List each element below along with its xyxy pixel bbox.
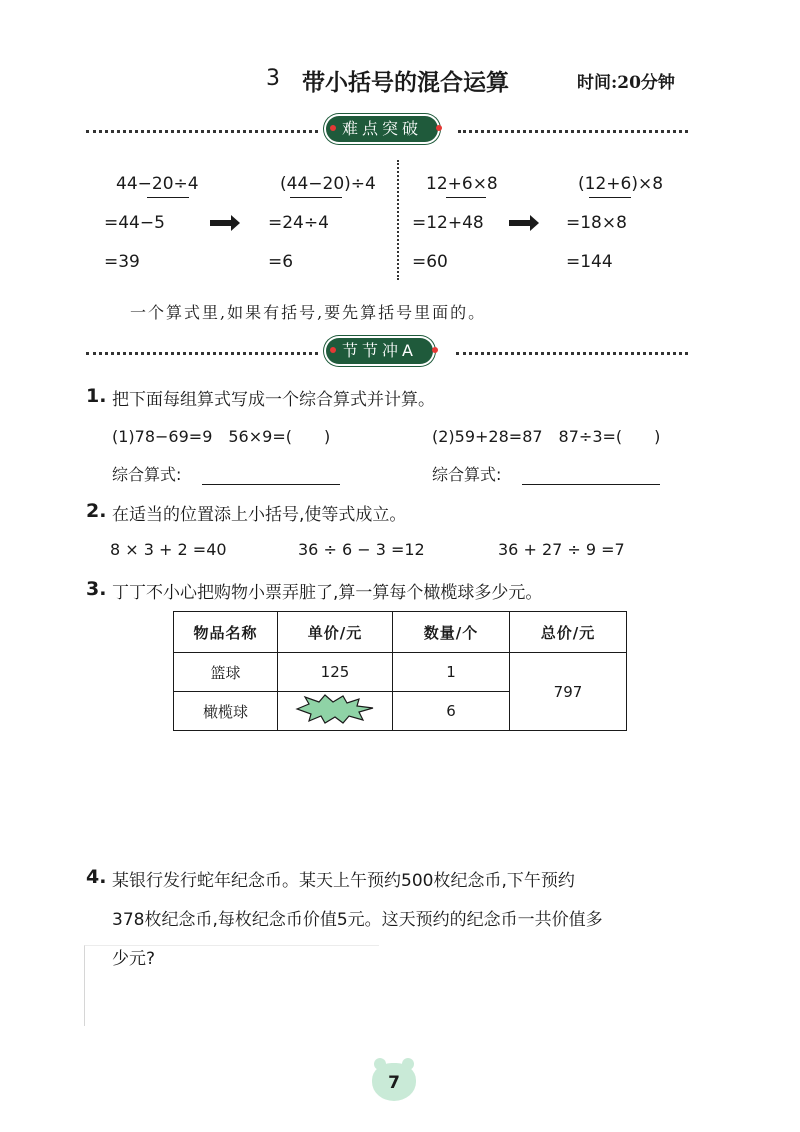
table-cell-qty: 6 bbox=[393, 692, 510, 731]
example-3-line-3: =60 bbox=[412, 252, 448, 272]
rule-note: 一个算式里,如果有括号,要先算括号里面的。 bbox=[130, 303, 487, 322]
question-1-part-1: (1)78−69=9 56×9=( ) bbox=[112, 427, 331, 446]
example-divider bbox=[397, 160, 399, 280]
section-badge-label: 难点突破 bbox=[342, 119, 423, 138]
equation-3: 36 + 27 ÷ 9 =7 bbox=[498, 540, 625, 559]
lesson-number: 3 bbox=[266, 66, 280, 91]
question-1-text: 把下面每组算式写成一个综合算式并计算。 bbox=[112, 390, 435, 410]
question-1-part-2: (2)59+28=87 87÷3=( ) bbox=[432, 427, 661, 446]
answer-blank-2[interactable] bbox=[522, 484, 660, 485]
question-4-line-1: 某银行发行蛇年纪念币。某天上午预约500枚纪念币,下午预约 bbox=[112, 871, 575, 891]
example-1-line-2: =44−5 bbox=[104, 213, 165, 233]
table-cell-price: 125 bbox=[278, 653, 393, 692]
example-4-line-1: (12+6)×8 bbox=[578, 174, 664, 194]
table-cell-total: 797 bbox=[510, 653, 627, 731]
page-number: 7 bbox=[388, 1073, 400, 1093]
example-2-line-2: =24÷4 bbox=[268, 213, 329, 233]
equation-1: 8 × 3 + 2 =40 bbox=[110, 540, 227, 559]
bear-ear-icon bbox=[374, 1058, 386, 1070]
combined-label-1: 综合算式: bbox=[112, 465, 182, 484]
example-2-line-1: (44−20)÷4 bbox=[280, 174, 376, 194]
combined-label-2: 综合算式: bbox=[432, 465, 502, 484]
question-4-line-2: 378枚纪念币,每枚纪念币价值5元。这天预约的纪念币一共价值多 bbox=[112, 910, 603, 930]
smudge-stain-icon bbox=[293, 693, 377, 725]
example-2-line-3: =6 bbox=[268, 252, 294, 272]
example-1-line-3: =39 bbox=[104, 252, 140, 272]
answer-blank-1[interactable] bbox=[202, 484, 340, 485]
example-1-line-1: 44−20÷4 bbox=[116, 174, 199, 194]
section-divider-left bbox=[86, 130, 318, 133]
badge-dot-icon bbox=[432, 347, 438, 353]
section-divider-right bbox=[456, 352, 688, 355]
time-limit: 时间:20分钟 bbox=[577, 73, 675, 93]
section-badge-difficulty bbox=[326, 116, 438, 142]
table-header-row bbox=[174, 612, 627, 653]
section-badge-practice bbox=[326, 338, 433, 364]
underline-mark bbox=[290, 197, 342, 198]
table-cell-name: 橄榄球 bbox=[174, 692, 278, 731]
arrow-right-icon bbox=[509, 220, 531, 226]
section-divider-right bbox=[458, 130, 688, 133]
table-cell-qty: 1 bbox=[393, 653, 510, 692]
badge-dot-icon bbox=[436, 125, 442, 131]
table-header: 物品名称 bbox=[174, 612, 278, 653]
answer-area[interactable] bbox=[84, 945, 379, 1026]
question-3-text: 丁丁不小心把购物小票弄脏了,算一算每个橄榄球多少元。 bbox=[112, 583, 543, 603]
section-divider-left bbox=[86, 352, 318, 355]
question-2-text: 在适当的位置添上小括号,使等式成立。 bbox=[112, 505, 407, 525]
table-cell-name: 篮球 bbox=[174, 653, 278, 692]
table-header: 数量/个 bbox=[393, 612, 510, 653]
underline-mark bbox=[446, 197, 486, 198]
page-number-badge bbox=[372, 1063, 416, 1101]
question-4-line-3: 少元? bbox=[112, 949, 156, 969]
table-header: 总价/元 bbox=[510, 612, 627, 653]
question-2-number: 2. bbox=[86, 500, 107, 522]
example-4-line-3: =144 bbox=[566, 252, 613, 272]
example-3-line-1: 12+6×8 bbox=[426, 174, 498, 194]
example-3-line-2: =12+48 bbox=[412, 213, 484, 233]
question-1-number: 1. bbox=[86, 385, 107, 407]
question-4-number: 4. bbox=[86, 866, 107, 888]
underline-mark bbox=[147, 197, 189, 198]
underline-mark bbox=[589, 197, 631, 198]
section-badge-label: 节节冲A bbox=[342, 341, 417, 360]
badge-dot-icon bbox=[330, 347, 336, 353]
lesson-title: 带小括号的混合运算 bbox=[302, 70, 509, 96]
equation-2: 36 ÷ 6 − 3 =12 bbox=[298, 540, 425, 559]
table-header: 单价/元 bbox=[278, 612, 393, 653]
table-row bbox=[174, 653, 627, 692]
table-cell-price-smudged bbox=[278, 692, 393, 731]
arrow-right-icon bbox=[210, 220, 232, 226]
example-4-line-2: =18×8 bbox=[566, 213, 627, 233]
receipt-table bbox=[173, 611, 627, 731]
question-3-number: 3. bbox=[86, 578, 107, 600]
badge-dot-icon bbox=[330, 125, 336, 131]
bear-ear-icon bbox=[402, 1058, 414, 1070]
